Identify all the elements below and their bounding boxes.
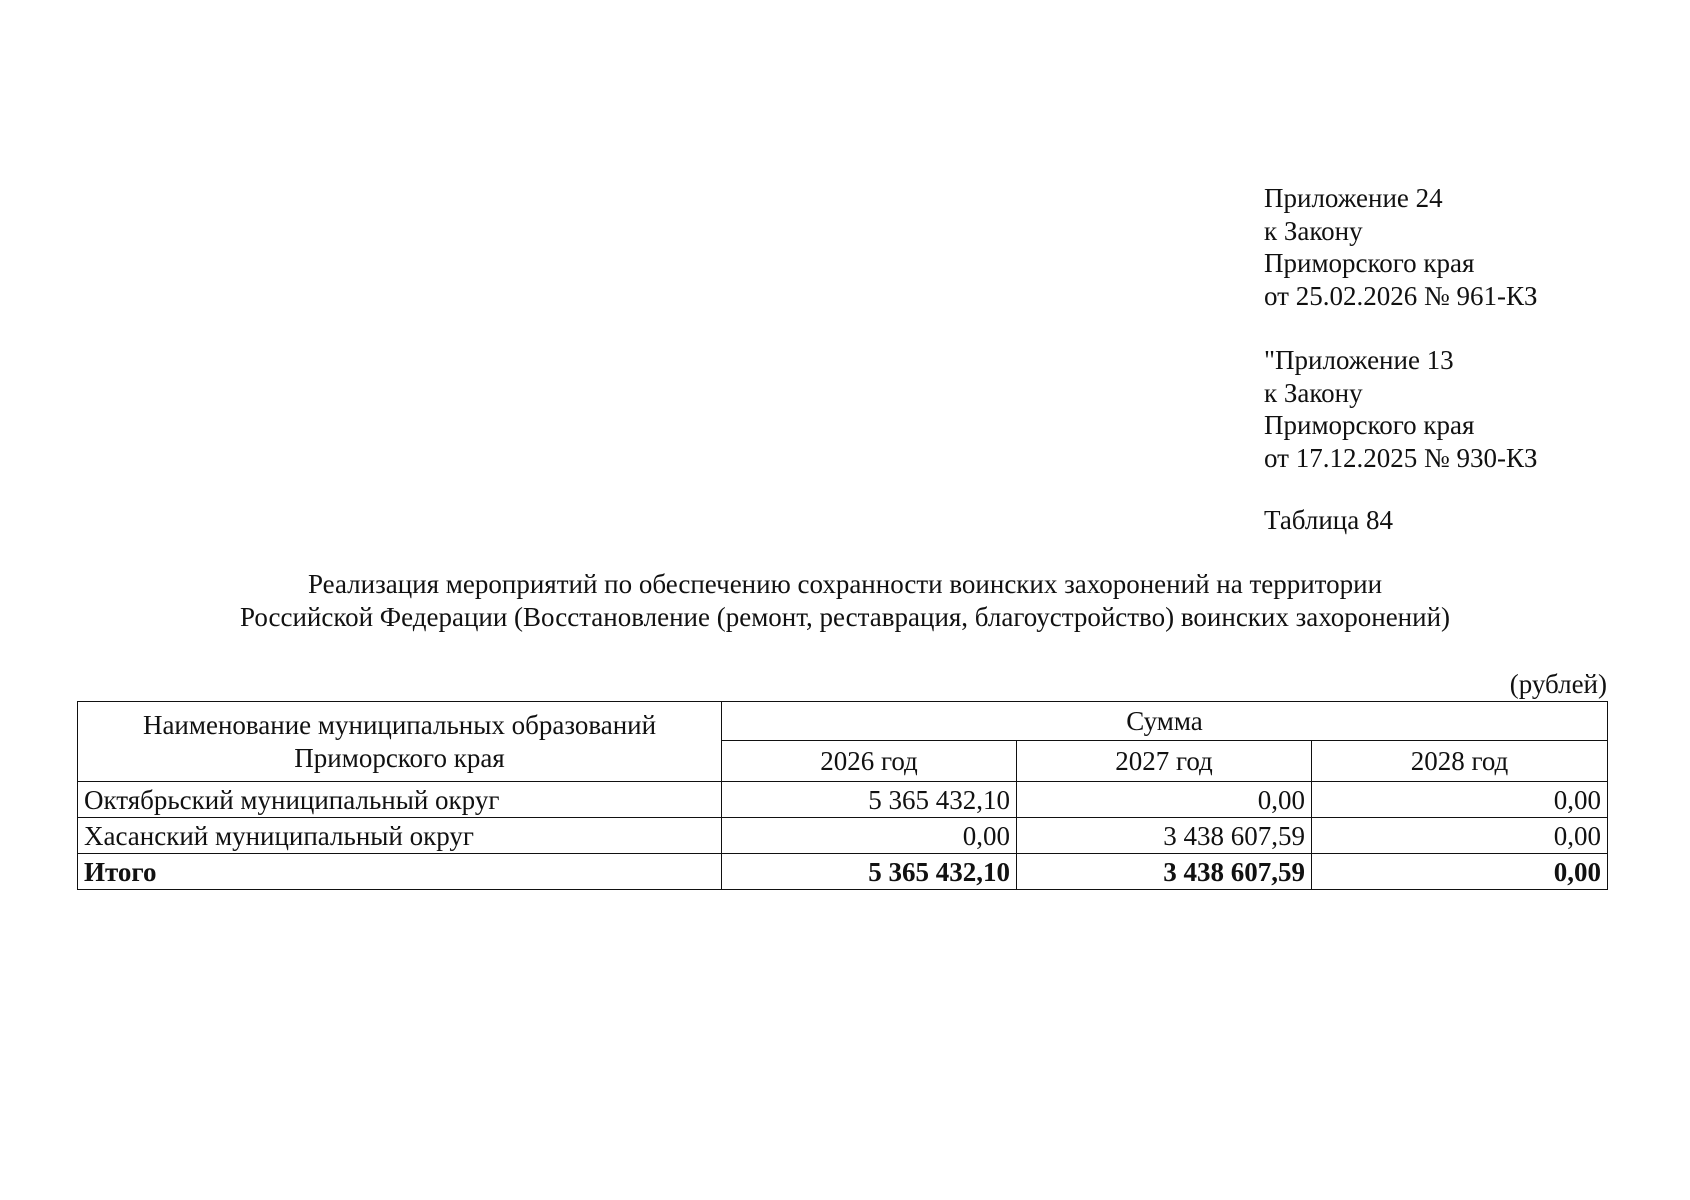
municipality-name-cell: Октябрьский муниципальный округ — [78, 782, 722, 818]
amount-cell: 0,00 — [1017, 782, 1312, 818]
annex-current-line: к Закону — [1264, 215, 1363, 246]
table-header-row — [78, 702, 1608, 741]
total-amount-cell: 5 365 432,10 — [722, 854, 1017, 890]
annex-previous-line: Приморского края — [1264, 410, 1475, 440]
column-header-year: 2027 год — [1017, 741, 1312, 782]
table-row — [78, 818, 1608, 854]
column-header-municipality-line2: Приморского края — [294, 742, 505, 773]
units-label: (рублей) — [1509, 669, 1607, 699]
annex-previous-line: "Приложение 13 — [1264, 345, 1454, 375]
document-title — [0, 568, 1690, 633]
column-header-municipality-line1: Наименование муниципальных образований — [142, 709, 657, 740]
annex-current-block — [1264, 182, 1537, 312]
column-header-sum: Сумма — [722, 702, 1608, 741]
table-row — [78, 782, 1608, 818]
amount-cell: 0,00 — [722, 818, 1017, 854]
municipality-name-cell: Хасанский муниципальный округ — [78, 818, 722, 854]
total-row — [78, 854, 1608, 890]
amount-cell: 3 438 607,59 — [1017, 818, 1312, 854]
column-header-municipality — [78, 702, 722, 782]
total-label-cell: Итого — [78, 854, 722, 890]
total-amount-cell: 3 438 607,59 — [1017, 854, 1312, 890]
amount-cell: 5 365 432,10 — [722, 782, 1017, 818]
total-amount-cell: 0,00 — [1312, 854, 1608, 890]
annex-previous-line: к Закону — [1264, 377, 1363, 408]
document-title-line: Реализация мероприятий по обеспечению сохранности воинских захоронений на территории — [307, 569, 1383, 599]
annex-previous-block — [1264, 344, 1537, 474]
column-header-year: 2026 год — [722, 741, 1017, 782]
budget-table — [77, 701, 1608, 890]
amount-cell: 0,00 — [1312, 818, 1608, 854]
amount-cell: 0,00 — [1312, 782, 1608, 818]
table-number: Таблица 84 — [1264, 505, 1393, 535]
annex-current-line: Приложение 24 — [1264, 183, 1443, 213]
document-title-line: Российской Федерации (Восстановление (ремонт, реставрация, благоустройство) воинских захоронений) — [239, 601, 1451, 632]
column-header-year: 2028 год — [1312, 741, 1608, 782]
annex-previous-line: от 17.12.2025 № 930-КЗ — [1264, 442, 1538, 473]
annex-current-line: от 25.02.2026 № 961-КЗ — [1264, 280, 1538, 311]
annex-current-line: Приморского края — [1264, 248, 1475, 278]
